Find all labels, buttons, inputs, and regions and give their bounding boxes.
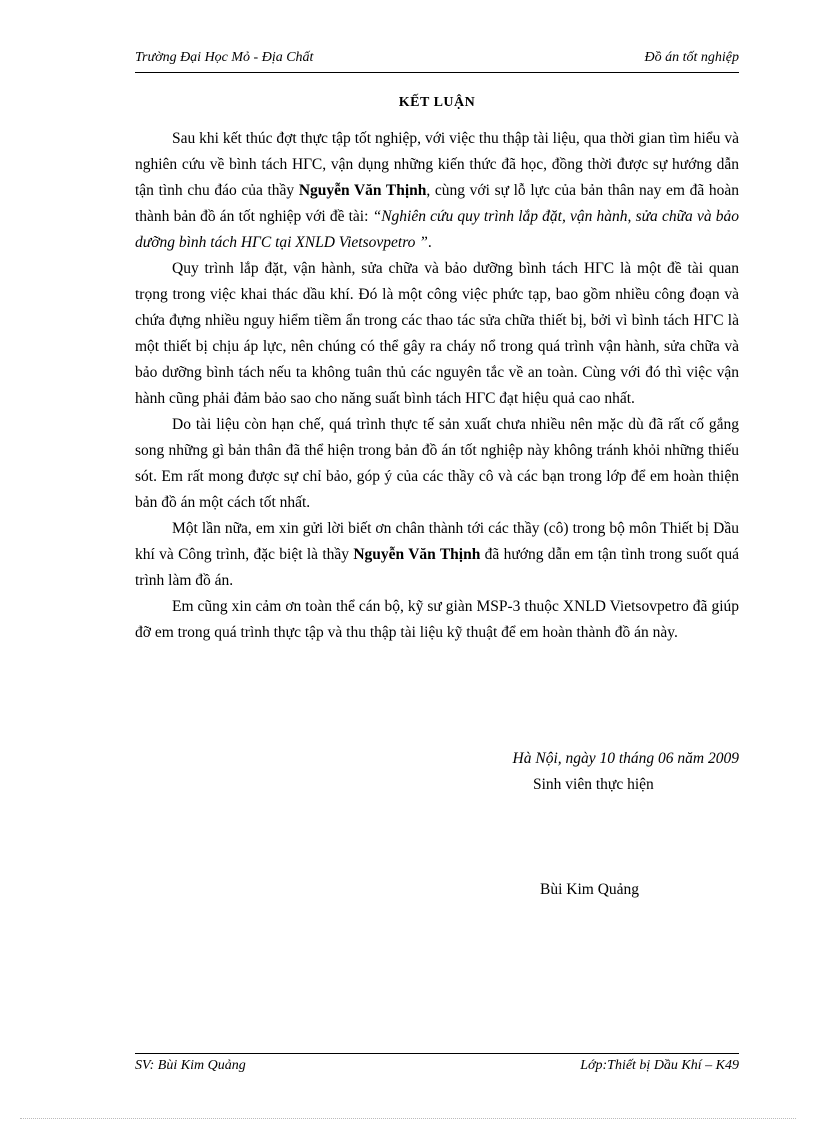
paragraph-5: Em cũng xin cảm ơn toàn thể cán bộ, kỹ sư giàn MSP-3 thuộc XNLD Vietsovpetro đã giúp đỡ em trong quá trình thực tập và thu thập tài liệu kỹ thuật để em hoàn thành đồ án này.	[135, 598, 739, 641]
paragraph-1-text-a: Sau khi kết thúc đợt thực tập tốt nghiệp, với việc thu thập tài liệu, qua thời gian tìm hiểu và nghiên cứu về bình tách HГС, vận dụng những kiến thức đã học, đồng thời được sự hướng dẫn tận tình chu đáo của thầy	[135, 130, 739, 199]
signer-name: Bùi Kim Quảng	[540, 881, 640, 898]
section-title: KẾT LUẬN	[398, 95, 476, 110]
paragraph-1	[135, 126, 739, 256]
body-text	[135, 126, 739, 646]
page-footer	[135, 1053, 739, 1080]
place-date: Hà Nội, ngày 10 tháng 06 năm 2009	[512, 750, 739, 767]
signer-role: Sinh viên thực hiện	[533, 776, 654, 793]
paragraph-1-text-b: , cùng với sự lỗ lực của bản thân nay em đã hoàn thành bản đồ án tốt nghiệp với đề tài:	[135, 182, 739, 225]
paragraph-4-text-a: Một lần nữa, em xin gửi lời biết ơn chân thành tới các thầy (cô) trong bộ môn Thiết bị Dầu khí và Công trình, đặc biệt là thầy	[135, 520, 739, 563]
paragraph-4-text-b: đã hướng dẫn em tận tình trong suốt quá trình làm đồ án.	[135, 546, 739, 589]
page-bottom-edge	[20, 1118, 796, 1119]
page-header	[135, 50, 739, 73]
paragraph-1-end: .	[427, 234, 432, 251]
header-document-type: Đồ án tốt nghiệp	[644, 50, 739, 65]
footer-class: Lớp:Thiết bị Dầu Khí – K49	[580, 1058, 739, 1073]
advisor-name-2: Nguyễn Văn Thịnh	[353, 546, 481, 563]
paragraph-3: Do tài liệu còn hạn chế, quá trình thực tế sản xuất chưa nhiều nên mặc dù đã rất cố gắng song những gì bản thân đã thể hiện trong bản đồ án tốt nghiệp này không tránh khỏi những thiếu sót. Em rất mong được sự chỉ bảo, góp ý của các thầy cô và các bạn trong lớp để em hoàn thiện bản đồ án một cách tốt nhất.	[135, 416, 739, 511]
paragraph-4	[135, 516, 739, 594]
thesis-topic: “Nghiên cứu quy trình lắp đặt, vận hành, sửa chữa và bảo dưỡng bình tách HГС tại XNLD Vietsovpetro ”	[135, 208, 739, 251]
footer-student: SV: Bùi Kim Quảng	[135, 1058, 246, 1073]
advisor-name: Nguyễn Văn Thịnh	[298, 182, 427, 199]
paragraph-2: Quy trình lắp đặt, vận hành, sửa chữa và bảo dưỡng bình tách HГС là một đề tài quan trọng trong việc khai thác dầu khí. Đó là một công việc phức tạp, bao gồm nhiều công đoạn và chứa đựng nhiều nguy hiểm tiềm ẩn trong các thao tác sửa chữa thiết bị, bởi vì bình tách HГС là một thiết bị chịu áp lực, nên chúng có thể gây ra cháy nổ trong quá trình vận hành, sửa chữa và bảo dưỡng bình tách nếu ta không tuân thủ các nguyên tắc về an toàn. Cùng với đó thì việc vận hành cũng phải đảm bảo sao cho năng suất bình tách HГС đạt hiệu quả cao nhất.	[135, 260, 739, 407]
header-school: Trường Đại Học Mỏ - Địa Chất	[135, 50, 314, 65]
